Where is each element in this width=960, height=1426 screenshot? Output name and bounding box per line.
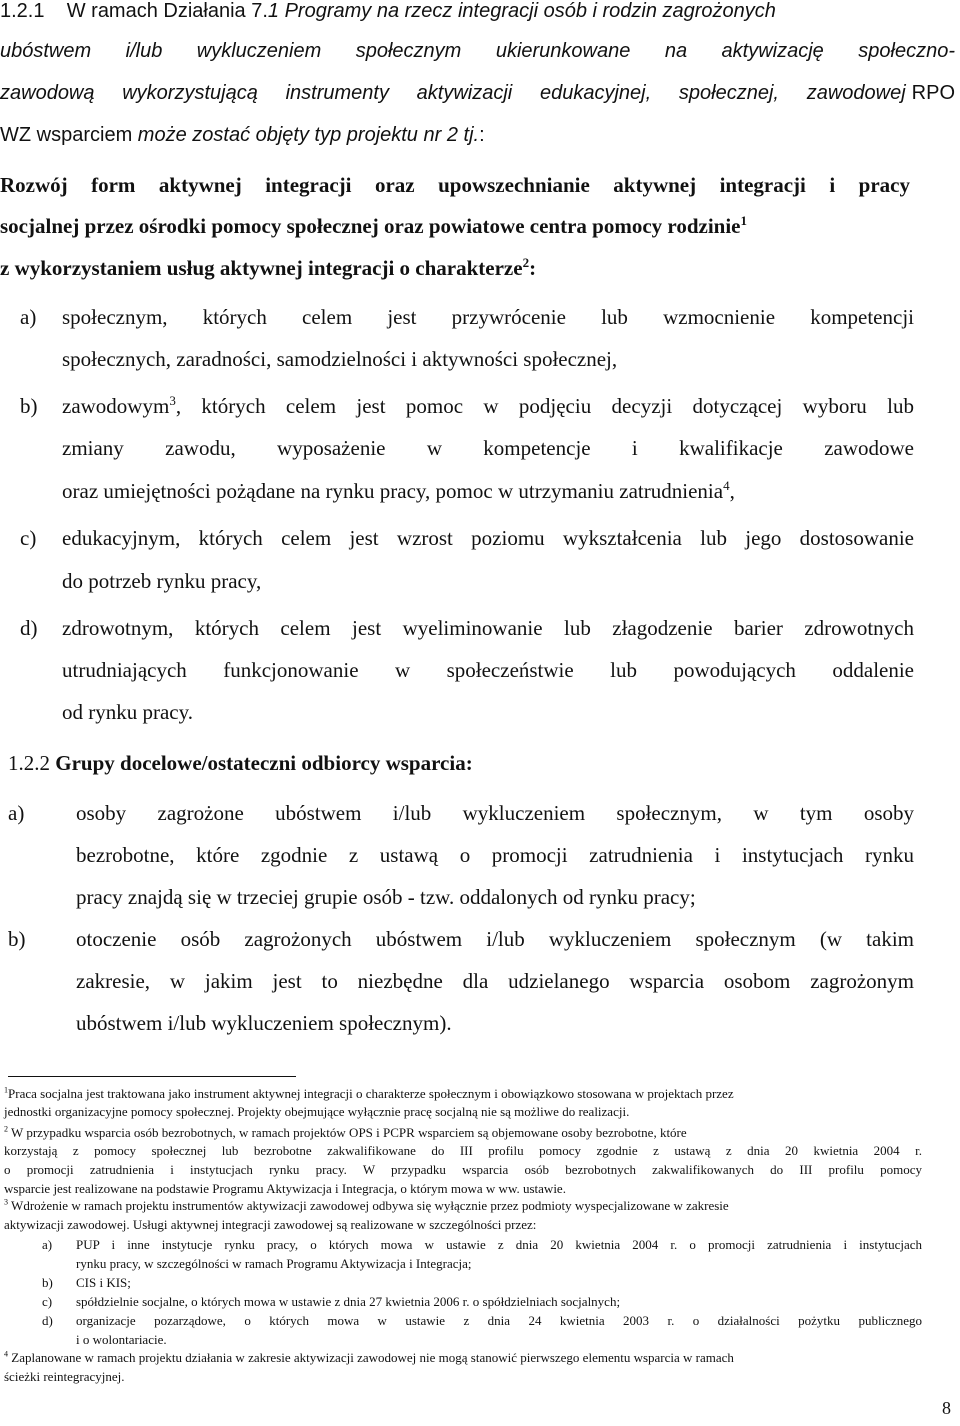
footnote-number: 1 bbox=[4, 1085, 9, 1095]
footnote-list-text: spółdzielnie socjalne, o których mowa w ustawie z dnia 27 kwietnia 2006 r. o spółdzielniach socjalnych; bbox=[76, 1294, 621, 1309]
list-item-letter: c) bbox=[20, 526, 37, 550]
list-item-letter: b) bbox=[20, 394, 38, 418]
section-number: 1.2.1 bbox=[0, 0, 45, 22]
footnote-list-letter: c) bbox=[42, 1294, 53, 1309]
footnote-2-line-1: $^2$ W przypadku wsparcia osób bezrobotnych, w ramach projektów OPS i PCPR wsparciem są objemowane osoby bezrobotne, które bbox=[4, 1124, 687, 1140]
footnote-2-line-4: wsparcie jest realizowane na podstawie Programu Aktywizacja i Integracja, o którym mowa w ww. ustawie. bbox=[4, 1181, 566, 1196]
header-line-1: 1.2.1 W ramach Działania 7.1 Programy na rzecz integracji osób i rodzin zagrożonych bbox=[0, 0, 776, 22]
page-number: 8 bbox=[942, 1398, 951, 1418]
list-item-text: zakresie, w jakim jest to niezbędne dla udzielanego wsparcia osobom zagrożonym bbox=[76, 969, 914, 993]
footnote-number: 3 bbox=[4, 1197, 9, 1207]
list-item-text: od rynku pracy. bbox=[62, 700, 194, 724]
footnote-3-line-1: $^3$ Wdrożenie w ramach projektu instrumentów aktywizacji zawodowej odbywa się wyłącznie przez podmioty wyspecjalizowane w zakresie bbox=[4, 1197, 729, 1213]
footnote-2-line-2: korzystają z pomocy społecznej lub bezrobotne zakwalifikowane do III profilu pomocy zgodnie z ustawą z dnia 20 kwietnia 2004 r. bbox=[4, 1143, 922, 1158]
footnote-list-letter: a) bbox=[42, 1237, 53, 1252]
footnote-number: 2 bbox=[4, 1124, 9, 1134]
list-item-text: utrudniających funkcjonowanie w społeczeństwie lub powodujących oddalenie bbox=[62, 658, 914, 682]
list-item-letter: b) bbox=[8, 927, 26, 951]
footnote-list-letter: b) bbox=[42, 1275, 53, 1290]
footnote-4-line-1: $^4$ Zaplanowane w ramach projektu działania w zakresie aktywizacji zawodowej nie mogą stanowić pierwszego elementu wsparcia w ramach bbox=[4, 1349, 734, 1365]
list-item-text: pracy znajdą się w trzeciej grupie osób - tzw. oddalonych od rynku pracy; bbox=[76, 885, 696, 909]
section-title: Grupy docelowe/ostateczni odbiorcy wsparcia: bbox=[55, 751, 473, 775]
footnote-divider bbox=[8, 1076, 296, 1077]
footnote-list-text: PUP i inne instytucje rynku pracy, o których mowa w ustawie z dnia 20 kwietnia 2004 r. o promocji zatrudnienia i instytucjach bbox=[76, 1237, 922, 1252]
footnote-3-line-2: aktywizacji zawodowej. Usługi aktywnej integracji zawodowej są realizowane w szczególności przez: bbox=[4, 1217, 537, 1232]
bold-paragraph-line-3: z wykorzystaniem usług aktywnej integracji o charakterze$^2$: bbox=[0, 255, 537, 280]
list-item-letter: a) bbox=[8, 801, 25, 825]
footnote-4-line-2: ścieżki reintegracyjnej. bbox=[4, 1369, 125, 1384]
list-item-text: otoczenie osób zagrożonych ubóstwem i/lub wykluczeniem społecznym (w takim bbox=[76, 927, 914, 951]
list-item-text: oraz umiejętności pożądane na rynku pracy, pomoc w utrzymaniu zatrudnienia$^4$, bbox=[62, 478, 735, 503]
bold-paragraph-line-2: socjalnej przez ośrodki pomocy społecznej oraz powiatowe centra pomocy rodzinie$^1$ bbox=[0, 213, 748, 238]
section-number: 1.2.2 bbox=[8, 751, 50, 775]
list-item-text: społecznych, zaradności, samodzielności i aktywności społecznej, bbox=[62, 347, 618, 371]
list-item-text: do potrzeb rynku pracy, bbox=[62, 569, 262, 593]
list-item-text: zmiany zawodu, wyposażenie w kompetencje i kwalifikacje zawodowe bbox=[62, 436, 914, 460]
footnote-ref-1[interactable]: 1 bbox=[740, 213, 748, 228]
section-heading bbox=[8, 751, 473, 776]
footnote-list-text: organizacje pozarządowe, o których mowa w ustawie z dnia 24 kwietnia 2003 r. o działalności pożytku publicznego bbox=[76, 1313, 922, 1328]
footnote-list-text: i o wolontariacie. bbox=[76, 1332, 167, 1347]
list-item-text: społecznym, których celem jest przywrócenie lub wzmocnienie kompetencji bbox=[62, 305, 914, 329]
list-item-text: edukacyjnym, których celem jest wzrost poziomu wykształcenia lub jego dostosowanie bbox=[62, 526, 914, 550]
footnote-list-letter: d) bbox=[42, 1313, 53, 1328]
list-item-text: osoby zagrożone ubóstwem i/lub wykluczeniem społecznym, w tym osoby bbox=[76, 801, 914, 825]
header-line-3: zawodową wykorzystującą instrumenty aktywizacji edukacyjnej, społecznej, zawodowej RPO bbox=[0, 82, 955, 104]
footnote-list-text: CIS i KIS; bbox=[76, 1275, 131, 1290]
header-line-4: WZ wsparciem może zostać objęty typ projektu nr 2 tj.: bbox=[0, 124, 485, 146]
list-item-text: zdrowotnym, których celem jest wyeliminowanie lub złagodzenie barier zdrowotnych bbox=[62, 616, 914, 640]
footnote-ref-4[interactable]: 4 bbox=[723, 478, 730, 493]
footnote-1-line-2: jednostki organizacyjne pomocy społecznej. Projekty obejmujące wyłącznie pracę socjalną nie są możliwe do realizacji. bbox=[4, 1104, 630, 1119]
footnote-number: 4 bbox=[4, 1349, 9, 1359]
list-item-text: zawodowym$^3$, których celem jest pomoc w podjęciu decyzji dotyczącej wyboru lub bbox=[62, 393, 914, 418]
footnote-list-text: rynku pracy, w szczególności w ramach Programu Aktywizacja i Integracja; bbox=[76, 1256, 472, 1271]
list-item-text: ubóstwem i/lub wykluczeniem społecznym). bbox=[76, 1011, 452, 1035]
bold-paragraph-line-1: Rozwój form aktywnej integracji oraz upowszechnianie aktywnej integracji i pracy bbox=[0, 173, 910, 197]
footnote-ref-2[interactable]: 2 bbox=[522, 255, 530, 270]
list-item-letter: d) bbox=[20, 616, 38, 640]
footnote-ref-3[interactable]: 3 bbox=[169, 393, 176, 408]
header-line-2: ubóstwem i/lub wykluczeniem społecznym ukierunkowane na aktywizację społeczno- bbox=[0, 40, 955, 62]
footnote-1-line-1: $^1$Praca socjalna jest traktowana jako instrument aktywnej integracji o charakterze społecznym i obowiązkowo stosowana w projektach przez bbox=[4, 1085, 734, 1101]
list-item-text: bezrobotne, które zgodnie z ustawą o promocji zatrudnienia i instytucjach rynku bbox=[76, 843, 914, 867]
list-item-letter: a) bbox=[20, 305, 37, 329]
footnote-2-line-3: o promocji zatrudnienia i instytucjach rynku pracy. W przypadku wsparcia osób bezrobotnych zakwalifikowanych do III profilu pomocy bbox=[4, 1162, 922, 1177]
